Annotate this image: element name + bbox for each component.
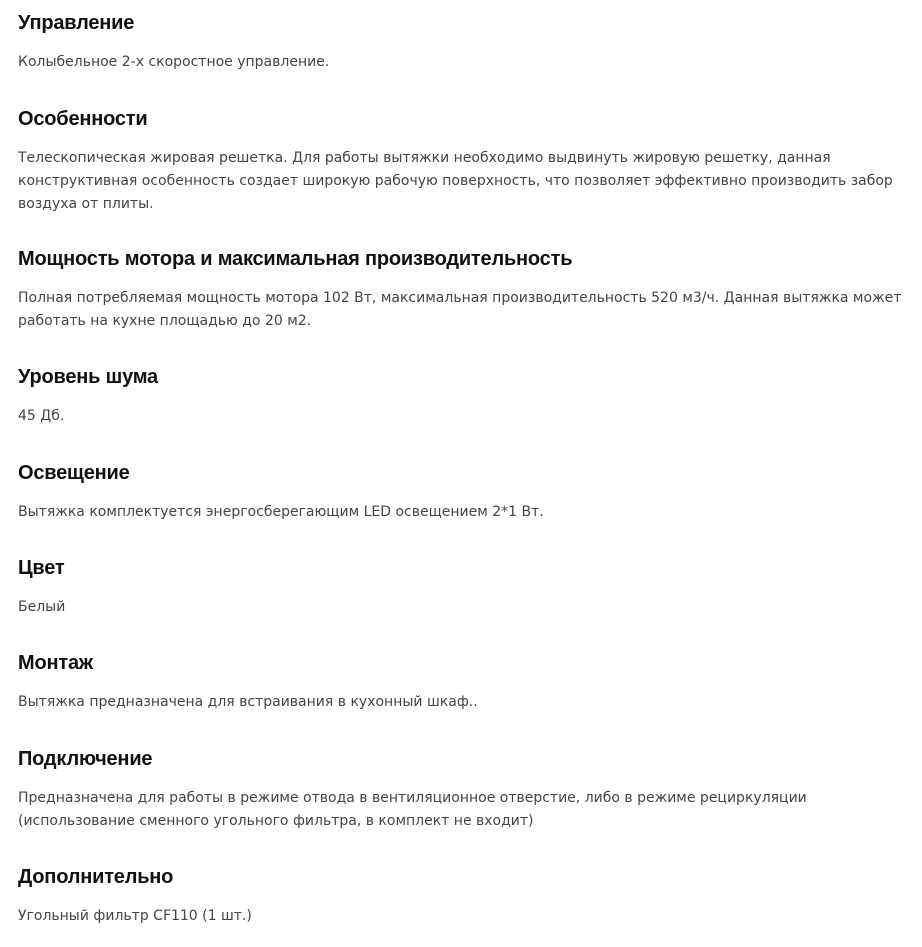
section-text: 45 Дб.: [18, 408, 65, 424]
section-noise-level: [18, 364, 916, 428]
section-heading: Управление: [18, 12, 135, 34]
section-text: Предназначена для работы в режиме отвода в вентиляционное отверстие, либо в режиме рециркуляции (использование сменного угольного фильтра, в комплект не входит): [18, 790, 807, 829]
section-additional: [18, 864, 916, 928]
section-text: Телескопическая жировая решетка. Для работы вытяжки необходимо выдвинуть жировую решетку, данная конструктивная особенность создает широкую рабочую поверхность, что позволяет эффективно производить забор воздуха от плиты.: [18, 150, 893, 212]
section-heading: Подключение: [18, 748, 153, 770]
section-text: Угольный фильтр CF110 (1 шт.): [18, 908, 252, 924]
section-heading: Дополнительно: [18, 866, 174, 888]
section-mounting: [18, 650, 916, 714]
section-control: [18, 10, 916, 74]
section-features: [18, 106, 916, 216]
section-heading: Монтаж: [18, 652, 93, 674]
section-connection: [18, 746, 916, 833]
section-lighting: [18, 460, 916, 524]
section-text: Вытяжка предназначена для встраивания в кухонный шкаф..: [18, 694, 478, 710]
section-heading: Уровень шума: [18, 366, 158, 388]
section-heading: Освещение: [18, 462, 130, 484]
section-heading: Цвет: [18, 557, 65, 579]
section-color: [18, 555, 916, 619]
section-text: Белый: [18, 599, 66, 615]
section-heading: Особенности: [18, 108, 148, 130]
section-text: Вытяжка комплектуется энергосберегающим LED освещением 2*1 Вт.: [18, 504, 544, 520]
section-text: Полная потребляемая мощность мотора 102 Вт, максимальная производительность 520 м3/ч. Данная вытяжка может работать на кухне площадью до 20 м2.: [18, 290, 902, 329]
section-heading: Мощность мотора и максимальная производительность: [18, 248, 573, 270]
section-text: Колыбельное 2-х скоростное управление.: [18, 54, 330, 70]
section-motor-power: [18, 246, 916, 333]
